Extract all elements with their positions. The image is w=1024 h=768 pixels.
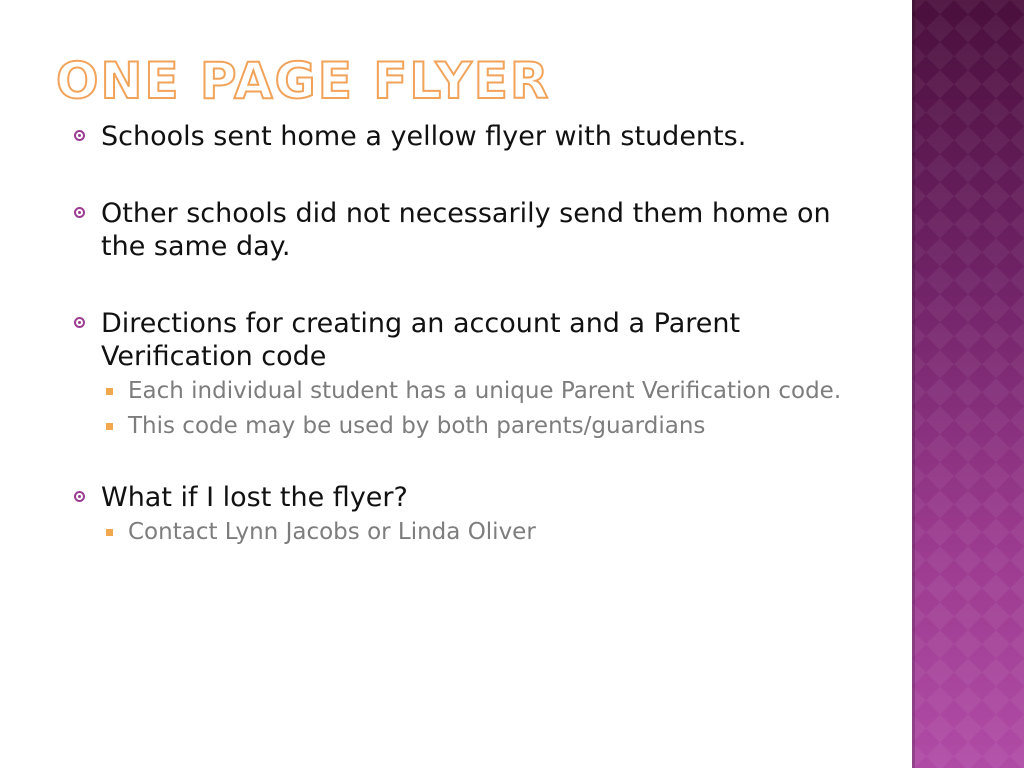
square-bullet-icon [106, 388, 113, 395]
ring-bullet-icon [74, 317, 85, 328]
sub-bullet-list [101, 518, 872, 547]
slide-title: ONE PAGE FLYER [56, 52, 551, 110]
bullet-text: What if I lost the flyer? [101, 482, 408, 513]
sub-bullet-text: Each individual student has a unique Parent Verification code. [128, 378, 842, 404]
square-bullet-icon [106, 529, 113, 536]
sub-bullet-list [101, 377, 872, 441]
sub-bullet-text: Contact Lynn Jacobs or Linda Oliver [128, 519, 536, 545]
sub-bullet-item [101, 377, 872, 406]
bullet-list [72, 120, 872, 547]
sub-bullet-item [101, 412, 872, 441]
square-bullet-icon [106, 423, 113, 430]
bullet-item [72, 120, 872, 153]
slide-body [72, 120, 872, 547]
bullet-item [72, 307, 872, 441]
bullet-item [72, 481, 872, 547]
ring-bullet-icon [74, 207, 85, 218]
bullet-item [72, 197, 872, 263]
bullet-text: Schools sent home a yellow flyer with students. [101, 121, 747, 152]
ring-bullet-icon [74, 491, 85, 502]
bullet-text: Other schools did not necessarily send them home on the same day. [101, 198, 831, 262]
decorative-side-panel [912, 0, 1024, 768]
bullet-text: Directions for creating an account and a Parent Verification code [101, 308, 741, 372]
ring-bullet-icon [74, 130, 85, 141]
sub-bullet-text: This code may be used by both parents/guardians [128, 413, 706, 439]
sub-bullet-item [101, 518, 872, 547]
